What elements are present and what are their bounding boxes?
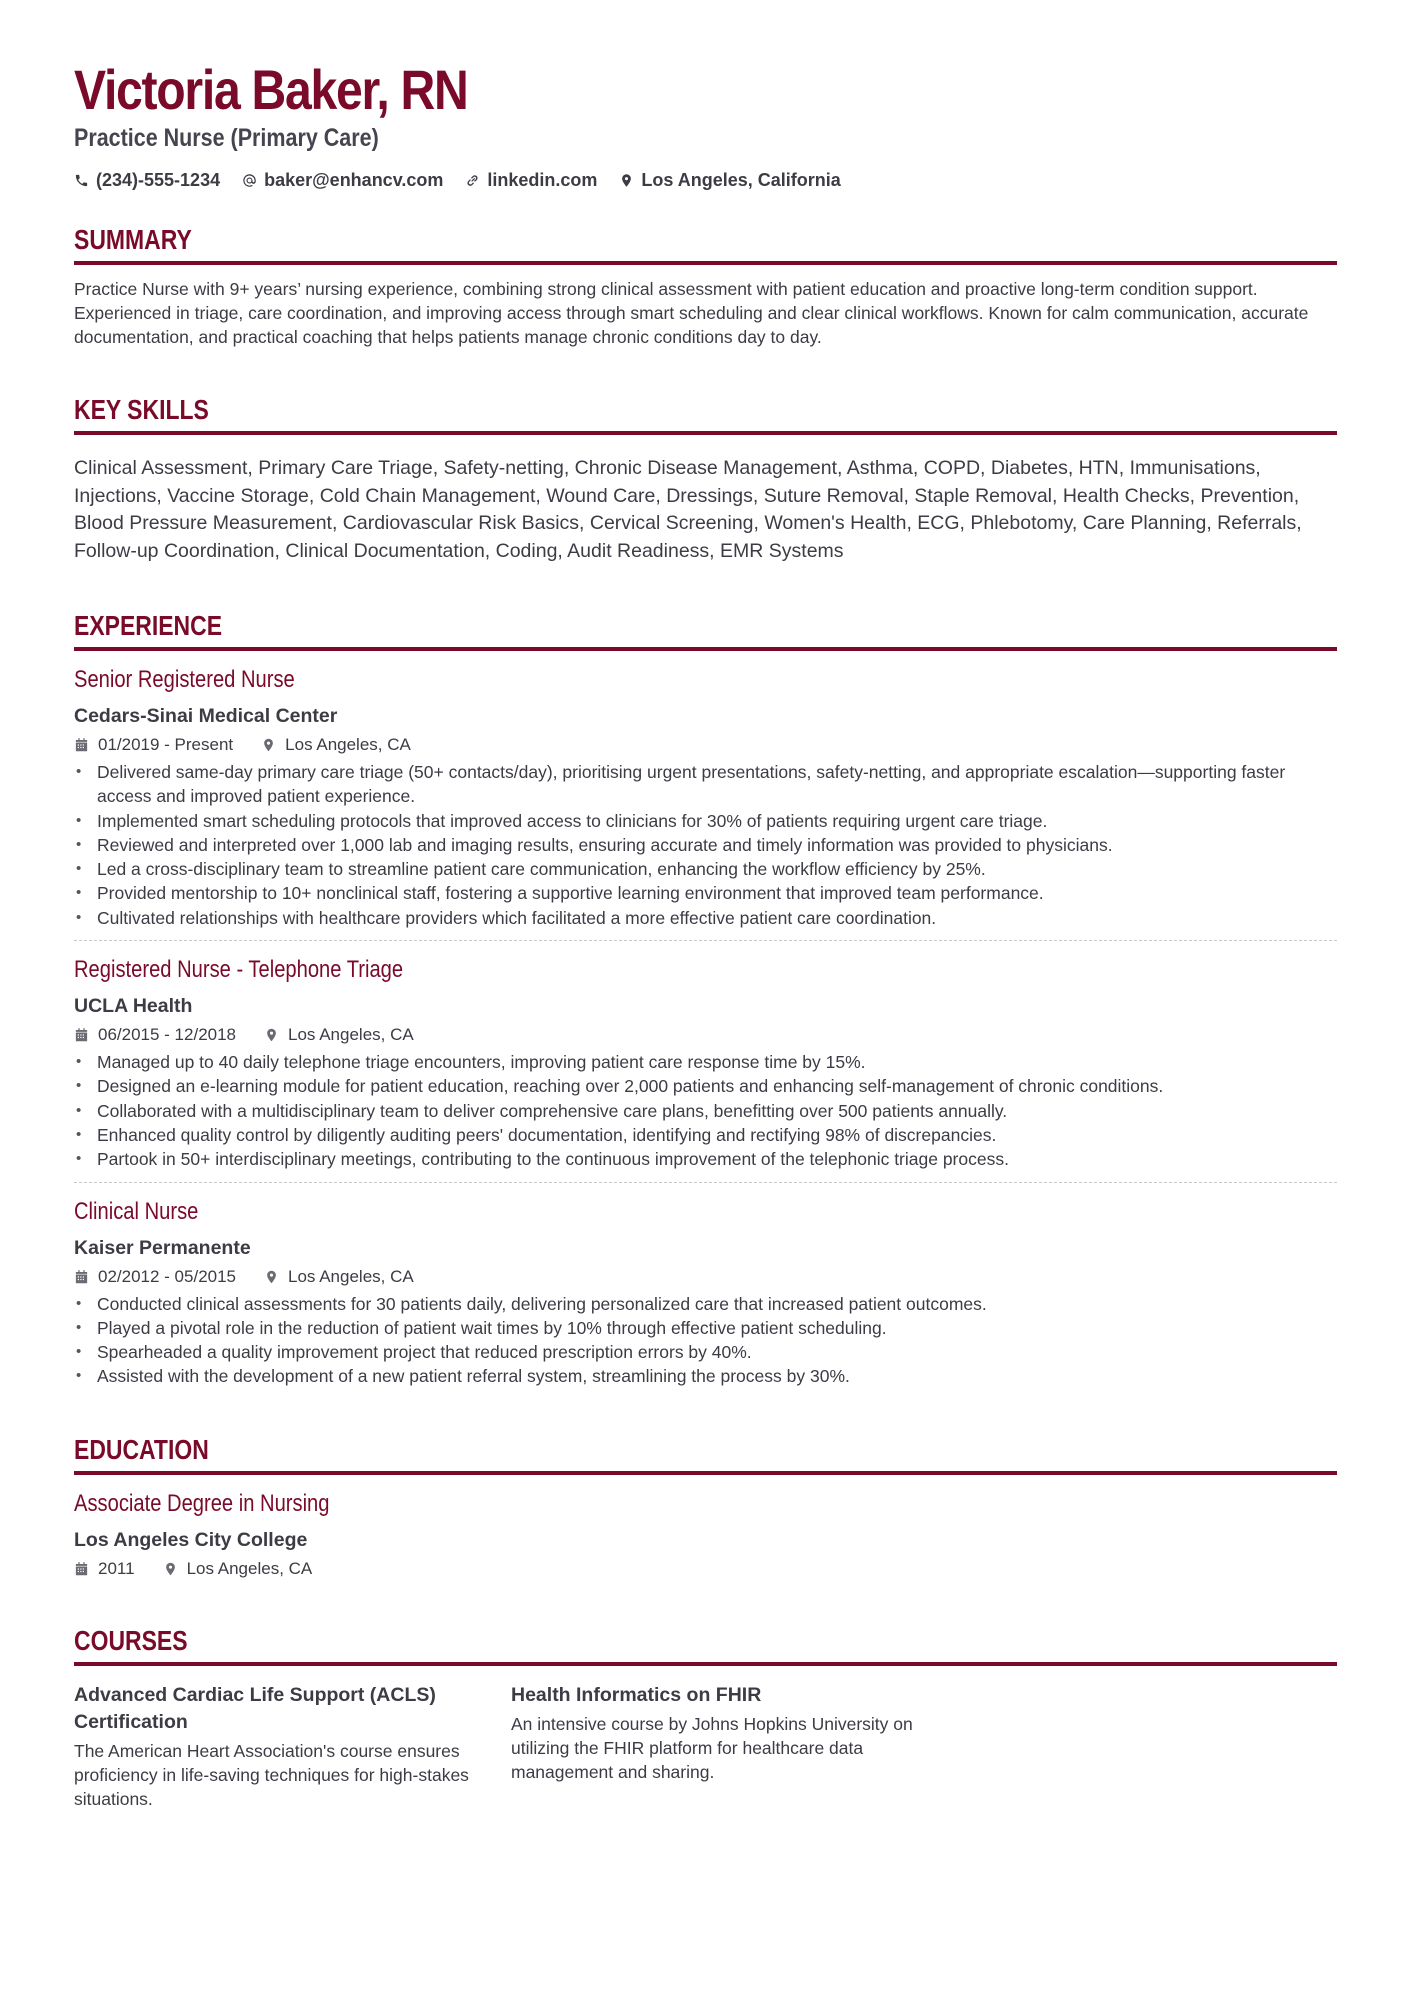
map-pin-icon — [264, 1269, 279, 1285]
phone-icon — [74, 173, 89, 188]
summary-section — [74, 223, 1337, 349]
course-title: Advanced Cardiac Life Support (ACLS) Certification — [74, 1683, 436, 1733]
contact-link[interactable] — [465, 170, 597, 191]
course-title: Health Informatics on FHIR — [511, 1683, 762, 1706]
bullet-item: • Played a pivotal role in the reduction of patient wait times by 10% through effective patient scheduling. — [74, 1316, 1337, 1340]
skills-text: Clinical Assessment, Primary Care Triage, Safety-netting, Chronic Disease Management, Asthma, COPD, Diabetes, HTN, Immunisations, Injections, Vaccine Storage, Cold Chain Management, Wound Care, Dressings, Suture Removal, Staple Removal, Health Checks, Prevention, Blood Pressure Measurement, Cardiovascular Risk Basics, Cervical Screening, Women's Health, ECG, Phlebotomy, Care Planning, Referrals, Follow-up Coordination, Clinical Documentation, Coding, Audit Readiness, EMR Systems — [74, 457, 1302, 562]
location-text: Los Angeles, California — [641, 170, 841, 190]
courses-grid — [74, 1682, 1337, 1812]
link-icon — [465, 173, 480, 188]
phone-text: (234)-555-1234 — [96, 170, 221, 190]
job-meta — [74, 1266, 1337, 1288]
bullet-item: • Conducted clinical assessments for 30 patients daily, delivering personalized care that increased patient outcomes. — [74, 1292, 1337, 1316]
courses-section — [74, 1624, 1337, 1812]
job-title: Clinical Nurse — [74, 1197, 199, 1225]
company-name: Cedars-Sinai Medical Center — [74, 705, 338, 727]
job-dates — [74, 734, 233, 756]
contact-row — [74, 170, 1337, 191]
job-bullets — [74, 1292, 1337, 1389]
resume-header — [74, 58, 1337, 191]
course-item — [511, 1682, 948, 1812]
section-divider — [74, 261, 1337, 265]
education-meta — [74, 1558, 1337, 1580]
job-bullets — [74, 1050, 1337, 1171]
school-name: Los Angeles City College — [74, 1528, 308, 1551]
contact-email[interactable] — [242, 170, 443, 191]
bullet-item: • Delivered same-day primary care triage (50+ contacts/day), prioritising urgent presentations, safety-netting, and appropriate escalation—supporting faster access and improved patient experience. — [74, 760, 1337, 809]
bullet-item: • Reviewed and interpreted over 1,000 lab and imaging results, ensuring accurate and timely information was provided to physicians. — [74, 833, 1337, 857]
location-text: Los Angeles, CA — [285, 735, 411, 754]
experience-section — [74, 609, 1337, 1389]
job-meta — [74, 734, 1337, 756]
job-bullets — [74, 760, 1337, 930]
calendar-icon — [74, 1561, 89, 1577]
date-text: 2011 — [98, 1558, 135, 1578]
job-location — [264, 1266, 414, 1288]
section-title-education: EDUCATION — [74, 1433, 209, 1465]
job-location — [264, 1024, 414, 1046]
calendar-icon — [74, 1269, 89, 1285]
skills-section — [74, 393, 1337, 565]
email-text: baker@enhancv.com — [264, 170, 444, 190]
job-location — [261, 734, 411, 756]
dates-text: 02/2012 - 05/2015 — [98, 1266, 237, 1286]
company-name: Kaiser Permanente — [74, 1236, 251, 1259]
link-text: linkedin.com — [487, 170, 598, 190]
course-description: The American Heart Association's course ensures proficiency in life-saving techniques for high-stakes situations. — [74, 1740, 469, 1810]
experience-entry — [74, 941, 1337, 1182]
bullet-item: • Collaborated with a multidisciplinary team to deliver comprehensive care plans, benefitting over 500 patients annually. — [74, 1099, 1337, 1123]
section-divider — [74, 431, 1337, 435]
bullet-item: • Spearheaded a quality improvement project that reduced prescription errors by 40%. — [74, 1340, 1337, 1364]
bullet-item: • Cultivated relationships with healthcare providers which facilitated a more effective patient care coordination. — [74, 906, 1337, 930]
bullet-item: • Assisted with the development of a new patient referral system, streamlining the process by 30%. — [74, 1364, 1337, 1388]
calendar-icon — [74, 737, 89, 753]
calendar-icon — [74, 1027, 89, 1043]
location-text: Los Angeles, CA — [288, 1025, 414, 1045]
candidate-name: Victoria Baker, RN — [74, 58, 468, 121]
job-title: Registered Nurse - Telephone Triage — [74, 956, 404, 984]
location-text: Los Angeles, CA — [288, 1266, 414, 1286]
map-pin-icon — [619, 173, 634, 188]
experience-entry — [74, 651, 1337, 941]
job-dates — [74, 1266, 236, 1288]
contact-location — [619, 170, 840, 191]
bullet-item: • Partook in 50+ interdisciplinary meetings, contributing to the continuous improvement of the telephonic triage process. — [74, 1147, 1337, 1171]
resume-page — [74, 58, 1337, 1812]
section-title-courses: COURSES — [74, 1624, 188, 1656]
bullet-item: • Implemented smart scheduling protocols that improved access to clinicians for 30% of patients requiring urgent care triage. — [74, 809, 1337, 833]
map-pin-icon — [261, 737, 276, 753]
bullet-item: • Enhanced quality control by diligently auditing peers' documentation, identifying and rectifying 98% of discrepancies. — [74, 1123, 1337, 1147]
job-meta — [74, 1024, 1337, 1046]
section-title-skills: KEY SKILLS — [74, 394, 209, 425]
experience-entry — [74, 1183, 1337, 1389]
education-location — [163, 1558, 313, 1580]
dates-text: 01/2019 - Present — [98, 735, 234, 754]
location-text: Los Angeles, CA — [186, 1558, 313, 1578]
candidate-headline: Practice Nurse (Primary Care) — [74, 124, 379, 152]
job-title: Senior Registered Nurse — [74, 666, 295, 693]
job-dates — [74, 1024, 236, 1046]
summary-text: Practice Nurse with 9+ years’ nursing experience, combining strong clinical assessment with patient education and proactive long-term condition support. Experienced in triage, care coordination, and improving access through smart scheduling and clear clinical workflows. Known for calm communication, accurate documentation, and practical coaching that helps patients manage chronic conditions day to day. — [74, 279, 1309, 347]
at-icon — [242, 173, 257, 188]
section-title-experience: EXPERIENCE — [74, 610, 223, 641]
course-item — [74, 1682, 511, 1812]
section-divider — [74, 1662, 1337, 1666]
map-pin-icon — [163, 1561, 178, 1577]
bullet-item: • Designed an e-learning module for patient education, reaching over 2,000 patients and enhancing self-management of chronic conditions. — [74, 1074, 1337, 1098]
education-date — [74, 1558, 135, 1580]
course-description: An intensive course by Johns Hopkins University on utilizing the FHIR platform for healthcare data management and sharing. — [511, 1713, 913, 1783]
bullet-item: • Managed up to 40 daily telephone triage encounters, improving patient care response time by 15%. — [74, 1050, 1337, 1074]
bullet-item: • Led a cross-disciplinary team to streamline patient care communication, enhancing the workflow efficiency by 25%. — [74, 857, 1337, 881]
section-title-summary: SUMMARY — [74, 224, 192, 255]
education-section — [74, 1433, 1337, 1580]
bullet-item: • Provided mentorship to 10+ nonclinical staff, fostering a supportive learning environment that improved team performance. — [74, 881, 1337, 905]
map-pin-icon — [264, 1027, 279, 1043]
degree-title: Associate Degree in Nursing — [74, 1489, 330, 1517]
company-name: UCLA Health — [74, 995, 193, 1018]
dates-text: 06/2015 - 12/2018 — [98, 1025, 237, 1045]
education-entry — [74, 1475, 1337, 1580]
contact-phone[interactable] — [74, 170, 220, 191]
